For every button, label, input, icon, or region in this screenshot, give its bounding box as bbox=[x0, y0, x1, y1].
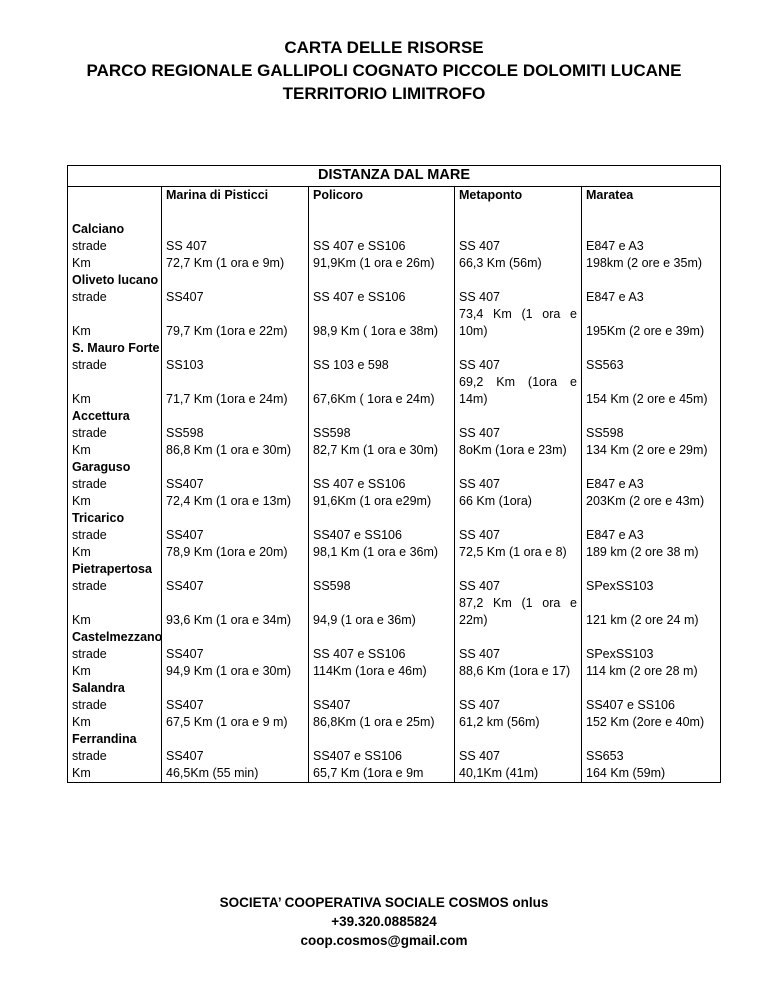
table-cell-line: SS 407 bbox=[459, 358, 501, 372]
table-cell-line: 72,4 Km (1 ora e 13m) bbox=[166, 494, 292, 508]
table-cell-line: 91,6Km (1 ora e29m) bbox=[313, 494, 432, 508]
document-header bbox=[0, 36, 768, 105]
table-cell-line bbox=[72, 374, 157, 391]
table-cell-line: 114Km (1ora e 46m) bbox=[313, 664, 427, 678]
table-cell-line: 203Km (2 ore e 43m) bbox=[586, 494, 705, 508]
table-cell-line bbox=[586, 459, 716, 476]
town-name: Accettura bbox=[72, 409, 130, 423]
table-cell-line bbox=[166, 340, 304, 357]
table-cell-line: Km bbox=[72, 715, 91, 729]
table-cell-line bbox=[72, 187, 157, 204]
table-cell-line: SS563 bbox=[586, 358, 624, 372]
table-cell-line: strade bbox=[72, 698, 107, 712]
table-cell-line: SS598 bbox=[586, 426, 624, 440]
table-cell-line: SS 407 e SS106 bbox=[313, 647, 406, 661]
table-cell-line: SS 407 bbox=[459, 579, 501, 593]
table-cell-line bbox=[586, 561, 716, 578]
table-cell-line: SS 407 bbox=[459, 477, 501, 491]
column-header: Maratea bbox=[586, 188, 634, 202]
table-cell-line: SS 407 bbox=[459, 749, 501, 763]
table-cell-line bbox=[166, 731, 304, 748]
table-cell-line bbox=[586, 272, 716, 289]
table-cell-line: SS407 e SS106 bbox=[313, 528, 402, 542]
table-cell-line: SS 407 bbox=[459, 290, 501, 304]
table-cell-line: SS 407 bbox=[459, 426, 501, 440]
table-cell-line bbox=[72, 204, 157, 221]
table-cell-line bbox=[166, 374, 304, 391]
table-cell-line: SS598 bbox=[313, 426, 351, 440]
table-cell-line: E847 e A3 bbox=[586, 477, 644, 491]
table-cell-line bbox=[459, 680, 577, 697]
table-cell-line: Km bbox=[72, 256, 91, 270]
table-cell-line bbox=[586, 374, 716, 391]
table-cell-line: 86,8Km (1 ora e 25m) bbox=[313, 715, 435, 729]
table-cell-line: SS407 bbox=[313, 698, 351, 712]
table-body-row bbox=[68, 187, 721, 783]
distance-table bbox=[67, 165, 721, 783]
table-cell-line: SPexSS103 bbox=[586, 579, 654, 593]
column-header: Policoro bbox=[313, 188, 364, 202]
table-cell-line: Km bbox=[72, 613, 91, 627]
table-cell-line: Km bbox=[72, 494, 91, 508]
table-cell-line bbox=[313, 731, 450, 748]
table-cell-line bbox=[313, 459, 450, 476]
table-cell-line: Km bbox=[72, 766, 91, 780]
table-cell-line: 72,7 Km (1 ora e 9m) bbox=[166, 256, 285, 270]
table-cell-line: 195Km (2 ore e 39m) bbox=[586, 324, 705, 338]
header-park-name: PARCO REGIONALE GALLIPOLI COGNATO PICCOLE DOLOMITI LUCANE bbox=[86, 61, 682, 80]
table-cell-line: strade bbox=[72, 290, 107, 304]
footer-phone: +39.320.0885824 bbox=[331, 914, 437, 929]
table-cell-line: SS 103 e 598 bbox=[313, 358, 389, 372]
column-maratea bbox=[582, 187, 721, 783]
table-cell-line bbox=[586, 204, 716, 221]
table-cell-line bbox=[459, 731, 577, 748]
town-name: Calciano bbox=[72, 222, 125, 236]
table-cell-line: 121 km (2 ore 24 m) bbox=[586, 613, 699, 627]
town-name: Pietrapertosa bbox=[72, 562, 152, 576]
table-cell-line: 67,5 Km (1 ora e 9 m) bbox=[166, 715, 288, 729]
table-cell-line: 189 km (2 ore 38 m) bbox=[586, 545, 699, 559]
table-cell-line bbox=[459, 204, 577, 221]
table-cell-line: 88,6 Km (1ora e 17) bbox=[459, 664, 571, 678]
table-cell-line: 61,2 km (56m) bbox=[459, 715, 540, 729]
table-cell-line bbox=[72, 595, 157, 612]
table-cell-line: Km bbox=[72, 545, 91, 559]
table-cell-line bbox=[459, 510, 577, 527]
column-metaponto bbox=[455, 187, 582, 783]
table-cell-line bbox=[313, 561, 450, 578]
table-cell-line: 67,6Km ( 1ora e 24m) bbox=[313, 392, 435, 406]
table-cell-line: 66 Km (1ora) bbox=[459, 494, 532, 508]
table-cell-line bbox=[313, 408, 450, 425]
table-cell-line: SS407 e SS106 bbox=[586, 698, 675, 712]
table-cell-line: 79,7 Km (1ora e 22m) bbox=[166, 324, 288, 338]
table-cell-line: 86,8 Km (1 ora e 30m) bbox=[166, 443, 292, 457]
table-cell-line: SS 407 bbox=[459, 698, 501, 712]
table-cell-line bbox=[166, 510, 304, 527]
table-cell-line: 65,7 Km (1ora e 9m bbox=[313, 766, 424, 780]
table-cell-line: SS 407 bbox=[166, 239, 208, 253]
table-cell-line: 87,2 Km (1 ora e bbox=[459, 596, 577, 610]
table-cell-line: 71,7 Km (1ora e 24m) bbox=[166, 392, 288, 406]
town-name: S. Mauro Forte bbox=[72, 341, 160, 355]
table-cell-line bbox=[586, 629, 716, 646]
table-cell-line: SS407 bbox=[166, 290, 204, 304]
town-name: Tricarico bbox=[72, 511, 125, 525]
table-cell-line: SS407 bbox=[166, 579, 204, 593]
table-cell-line: strade bbox=[72, 749, 107, 763]
table-cell-line: 73,4 Km (1 ora e bbox=[459, 307, 577, 321]
table-cell-line: 78,9 Km (1ora e 20m) bbox=[166, 545, 288, 559]
table-cell-line bbox=[166, 561, 304, 578]
table-cell-line: strade bbox=[72, 647, 107, 661]
table-cell-line bbox=[459, 340, 577, 357]
table-cell-line: Km bbox=[72, 392, 91, 406]
town-name: Oliveto lucano bbox=[72, 273, 159, 287]
table-cell-line bbox=[166, 629, 304, 646]
table-cell-line: 114 km (2 ore 28 m) bbox=[586, 664, 698, 678]
table-cell-line: 94,9 Km (1 ora e 30m) bbox=[166, 664, 292, 678]
table-cell-line bbox=[586, 595, 716, 612]
table-cell-line: 46,5Km (55 min) bbox=[166, 766, 259, 780]
header-subtitle: TERRITORIO LIMITROFO bbox=[282, 84, 486, 103]
table-cell-line bbox=[313, 510, 450, 527]
table-cell-line: Km bbox=[72, 443, 91, 457]
table-cell-line bbox=[313, 204, 450, 221]
table-cell-line bbox=[166, 459, 304, 476]
table-cell-line bbox=[586, 306, 716, 323]
table-cell-line: SS 407 e SS106 bbox=[313, 290, 406, 304]
table-cell-line: 72,5 Km (1 ora e 8) bbox=[459, 545, 567, 559]
column-header: Metaponto bbox=[459, 188, 523, 202]
table-cell-line bbox=[459, 408, 577, 425]
table-cell-line: 66,3 Km (56m) bbox=[459, 256, 542, 270]
table-cell-line: SS653 bbox=[586, 749, 624, 763]
table-cell-line bbox=[166, 680, 304, 697]
table-cell-line: 152 Km (2ore e 40m) bbox=[586, 715, 705, 729]
footer-email: coop.cosmos@gmail.com bbox=[300, 933, 468, 948]
table-cell-line: SS 407 e SS106 bbox=[313, 239, 406, 253]
table-cell-line: SS407 bbox=[166, 698, 204, 712]
table-cell-line: 93,6 Km (1 ora e 34m) bbox=[166, 613, 292, 627]
town-name: Salandra bbox=[72, 681, 125, 695]
table-cell-line: 91,9Km (1 ora e 26m) bbox=[313, 256, 435, 270]
column-header: Marina di Pisticci bbox=[166, 188, 269, 202]
table-cell-line: SS598 bbox=[313, 579, 351, 593]
table-cell-line bbox=[313, 221, 450, 238]
table-cell-line bbox=[586, 510, 716, 527]
table-cell-line bbox=[313, 595, 450, 612]
table-cell-line bbox=[166, 204, 304, 221]
table-cell-line bbox=[586, 680, 716, 697]
table-cell-line: SS407 bbox=[166, 477, 204, 491]
table-cell-line bbox=[313, 340, 450, 357]
table-title: DISTANZA DAL MARE bbox=[68, 166, 721, 187]
table-cell-line: 164 Km (59m) bbox=[586, 766, 666, 780]
table-cell-line bbox=[313, 306, 450, 323]
table-cell-line bbox=[313, 374, 450, 391]
table-cell-line: 8oKm (1ora e 23m) bbox=[459, 443, 567, 457]
document-footer bbox=[0, 893, 768, 950]
town-name: Ferrandina bbox=[72, 732, 137, 746]
table-cell-line bbox=[166, 221, 304, 238]
table-cell-line: SS598 bbox=[166, 426, 204, 440]
table-cell-line: strade bbox=[72, 426, 107, 440]
table-cell-line: strade bbox=[72, 239, 107, 253]
table-cell-line: SS407 bbox=[166, 749, 204, 763]
table-cell-line bbox=[166, 408, 304, 425]
town-name: Castelmezzano bbox=[72, 630, 163, 644]
table-cell-line bbox=[459, 629, 577, 646]
table-cell-line: SS 407 bbox=[459, 528, 501, 542]
column-policoro bbox=[309, 187, 455, 783]
table-cell-line: 22m) bbox=[459, 613, 488, 627]
table-cell-line bbox=[459, 561, 577, 578]
table-cell-line: 82,7 Km (1 ora e 30m) bbox=[313, 443, 439, 457]
table-cell-line: strade bbox=[72, 358, 107, 372]
table-cell-line: strade bbox=[72, 477, 107, 491]
table-cell-line: 69,2 Km (1ora e bbox=[459, 375, 577, 389]
table-cell-line bbox=[313, 629, 450, 646]
table-title-row bbox=[68, 166, 721, 187]
table-cell-line: SS103 bbox=[166, 358, 204, 372]
column-marina-di-pisticci bbox=[162, 187, 309, 783]
town-column bbox=[68, 187, 162, 783]
table-cell-line bbox=[166, 595, 304, 612]
table-cell-line bbox=[166, 306, 304, 323]
table-cell-line bbox=[586, 731, 716, 748]
table-cell-line bbox=[313, 680, 450, 697]
table-cell-line: 198km (2 ore e 35m) bbox=[586, 256, 703, 270]
table-cell-line: strade bbox=[72, 528, 107, 542]
table-cell-line: 98,9 Km ( 1ora e 38m) bbox=[313, 324, 439, 338]
table-cell-line: 10m) bbox=[459, 324, 488, 338]
table-cell-line: E847 e A3 bbox=[586, 528, 644, 542]
table-cell-line: 94,9 (1 ora e 36m) bbox=[313, 613, 416, 627]
table-cell-line bbox=[459, 221, 577, 238]
table-cell-line bbox=[72, 306, 157, 323]
table-cell-line bbox=[166, 272, 304, 289]
table-cell-line bbox=[586, 221, 716, 238]
table-cell-line: SPexSS103 bbox=[586, 647, 654, 661]
table-cell-line: 98,1 Km (1 ora e 36m) bbox=[313, 545, 439, 559]
table-cell-line: SS407 bbox=[166, 528, 204, 542]
table-cell-line: Km bbox=[72, 324, 91, 338]
table-cell-line: SS407 bbox=[166, 647, 204, 661]
table-cell-line: SS 407 bbox=[459, 239, 501, 253]
table-cell-line bbox=[586, 408, 716, 425]
table-cell-line bbox=[459, 459, 577, 476]
table-cell-line: strade bbox=[72, 579, 107, 593]
town-name: Garaguso bbox=[72, 460, 131, 474]
table-cell-line: SS407 e SS106 bbox=[313, 749, 402, 763]
table-cell-line bbox=[313, 272, 450, 289]
table-cell-line: 154 Km (2 ore e 45m) bbox=[586, 392, 708, 406]
table-cell-line bbox=[586, 340, 716, 357]
table-cell-line: E847 e A3 bbox=[586, 290, 644, 304]
table-cell-line: SS 407 e SS106 bbox=[313, 477, 406, 491]
table-cell-line: E847 e A3 bbox=[586, 239, 644, 253]
header-title: CARTA DELLE RISORSE bbox=[284, 38, 484, 57]
footer-company: SOCIETA’ COOPERATIVA SOCIALE COSMOS onlus bbox=[219, 895, 549, 910]
table-cell-line: SS 407 bbox=[459, 647, 501, 661]
table-cell-line bbox=[459, 272, 577, 289]
table-cell-line: Km bbox=[72, 664, 91, 678]
table-cell-line: 14m) bbox=[459, 392, 488, 406]
table-cell-line: 40,1Km (41m) bbox=[459, 766, 539, 780]
table-cell-line: 134 Km (2 ore e 29m) bbox=[586, 443, 708, 457]
